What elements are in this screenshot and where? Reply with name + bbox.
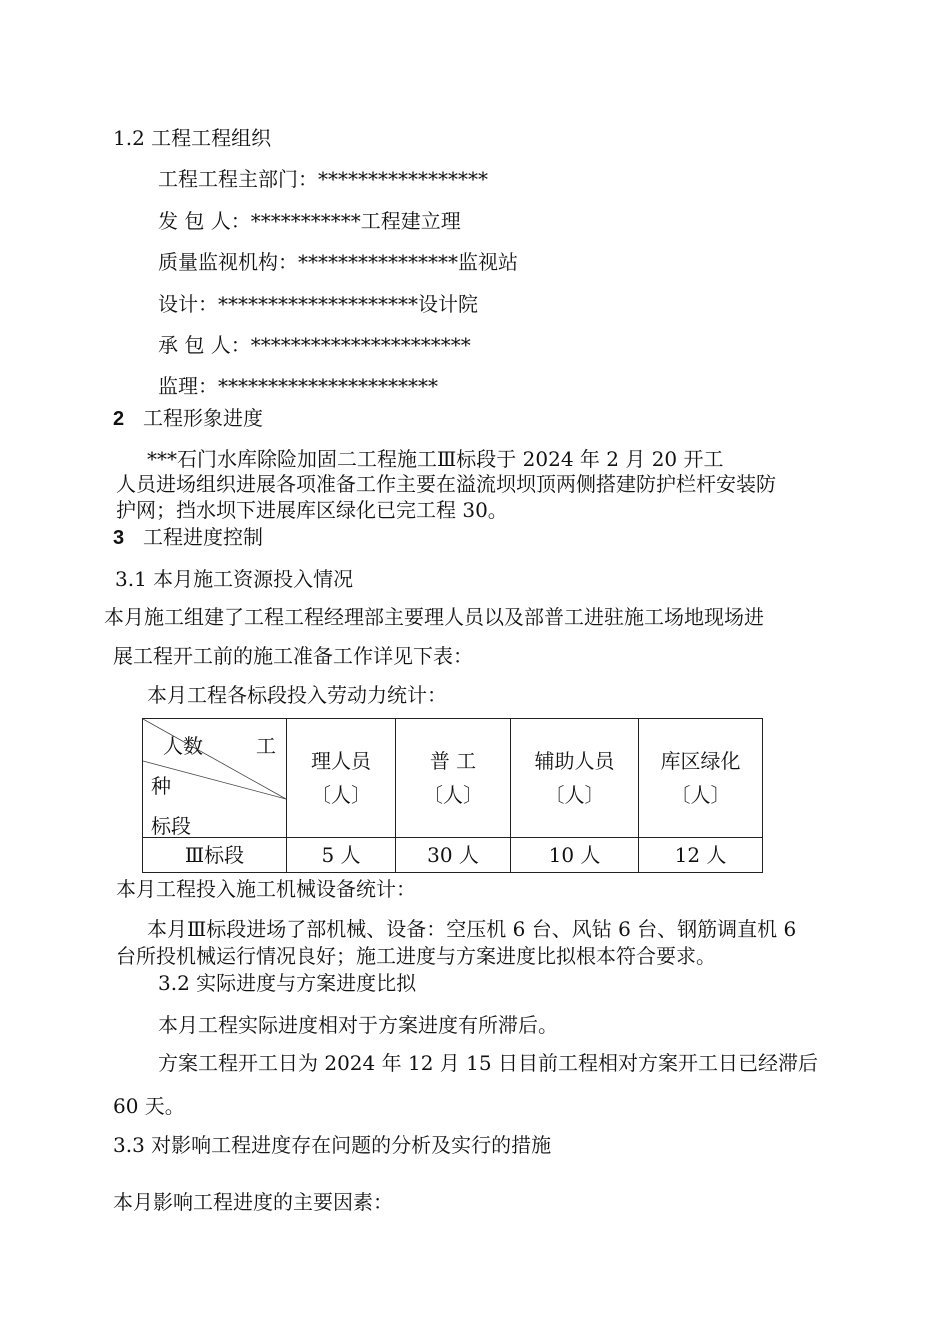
org-line-contractor: 承 包 人：********************** <box>158 333 471 357</box>
org-line-supervision: 监理：********************** <box>158 374 438 398</box>
table-caption: 本月工程各标段投入劳动力统计： <box>147 683 447 707</box>
table-cell: 12 人 <box>639 838 763 873</box>
corner-label-count: 人数 <box>163 734 203 758</box>
paragraph-line: 本月工程实际进度相对于方案进度有所滞后。 <box>158 1013 558 1037</box>
table-header-cell <box>511 719 639 838</box>
header-label: 普 工 <box>429 749 477 773</box>
header-label: 库区绿化 <box>660 749 741 773</box>
labor-table <box>142 718 763 873</box>
paragraph-line: 本月影响工程进度的主要因素： <box>113 1190 393 1214</box>
subsection-3-3-title: 3.3 对影响工程进度存在问题的分析及实行的措施 <box>113 1133 552 1157</box>
section-1-2-title: 1.2 工程工程组织 <box>113 126 272 150</box>
machine-caption: 本月工程投入施工机械设备统计： <box>116 877 416 901</box>
subsection-3-2-title: 3.2 实际进度与方案进度比拟 <box>158 971 417 995</box>
org-line-design: 设计：********************设计院 <box>158 292 478 316</box>
header-unit: 〔人〕 <box>670 783 731 807</box>
subsection-3-1-title: 3.1 本月施工资源投入情况 <box>115 567 354 591</box>
header-unit: 〔人〕 <box>423 783 483 807</box>
table-header-row <box>143 719 763 838</box>
section-number: 3 <box>113 527 125 549</box>
paragraph-line: 展工程开工前的施工准备工作详见下表： <box>113 644 473 668</box>
paragraph-line: 方案工程开工日为 2024 年 12 月 15 日目前工程相对方案开工日已经滞后 <box>158 1051 818 1075</box>
corner-label-work: 工 <box>256 734 276 758</box>
header-label: 理人员 <box>311 749 371 773</box>
section-2-heading <box>113 405 263 432</box>
paragraph-line: 人员进场组织进展各项准备工作主要在溢流坝坝顶两侧搭建防护栏杆安装防 <box>116 472 776 496</box>
corner-label-type: 种 <box>151 774 171 798</box>
header-unit: 〔人〕 <box>544 783 605 807</box>
table-header-cell <box>639 719 763 838</box>
table-row <box>143 838 763 873</box>
section-title: 工程形象进度 <box>143 406 263 430</box>
org-line-employer: 发 包 人：***********工程建立理 <box>158 209 461 233</box>
section-title: 工程进度控制 <box>143 525 263 549</box>
header-label: 辅助人员 <box>534 749 615 773</box>
section-number: 2 <box>113 408 125 430</box>
header-unit: 〔人〕 <box>311 783 371 807</box>
section-3-heading <box>113 524 263 551</box>
table-cell: 10 人 <box>511 838 639 873</box>
paragraph-line: ***石门水库除险加固二工程施工Ⅲ标段于 2024 年 2 月 20 开工 <box>147 447 724 471</box>
table-header-cell <box>287 719 396 838</box>
paragraph-line: 本月Ⅲ标段进场了部机械、设备：空压机 6 台、风钻 6 台、钢筋调直机 6 <box>147 917 797 941</box>
row-label-cell: Ⅲ标段 <box>143 838 287 873</box>
org-line-dept: 工程工程主部门：***************** <box>158 167 488 191</box>
table-corner-cell <box>143 719 287 838</box>
corner-label-section: 标段 <box>151 814 191 838</box>
paragraph-line: 护网；挡水坝下进展库区绿化已完工程 30。 <box>116 498 508 522</box>
paragraph-line: 60 天。 <box>113 1094 185 1118</box>
table-cell: 30 人 <box>396 838 511 873</box>
table-header-cell <box>396 719 511 838</box>
paragraph-line: 台所投机械运行情况良好；施工进度与方案进度比拟根本符合要求。 <box>116 944 716 968</box>
table-cell: 5 人 <box>287 838 396 873</box>
org-line-quality: 质量监视机构：****************监视站 <box>158 250 518 274</box>
paragraph-line: 本月施工组建了工程工程经理部主要理人员以及部普工进驻施工场地现场进 <box>104 605 764 629</box>
